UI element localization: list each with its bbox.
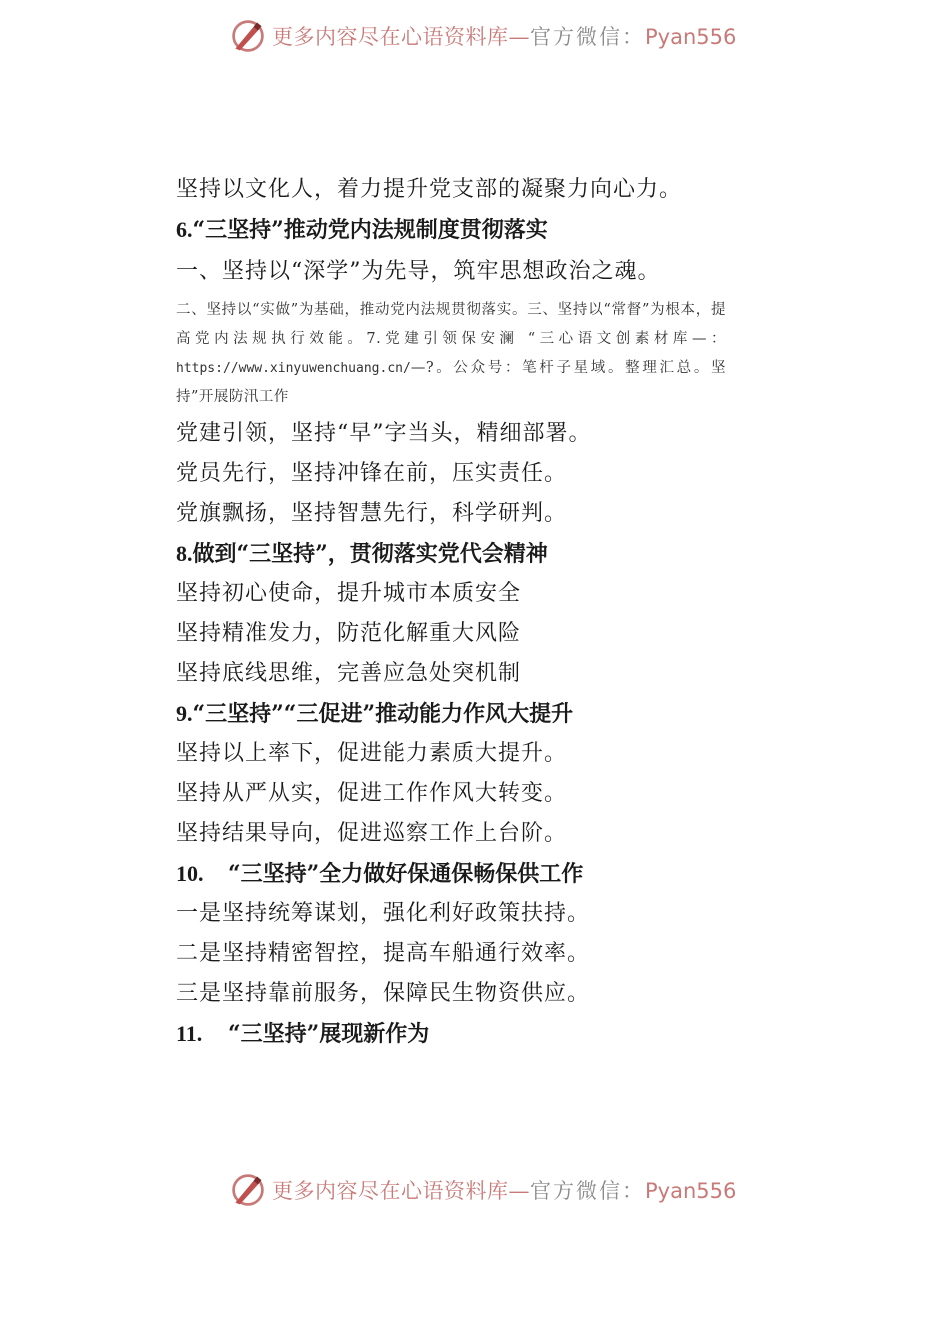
section-heading-10: [176, 854, 736, 894]
paragraph-line: 党建引领，坚持“早”字当头，精细部署。: [176, 421, 592, 446]
banner-official: 官方微信：: [530, 25, 645, 49]
paragraph-line: 党员先行，坚持冲锋在前，压实责任。: [176, 461, 568, 486]
section-heading-8: [176, 534, 736, 574]
banner-main: 更多内容尽在心语资料库: [272, 25, 509, 49]
paragraph-line: 党旗飘扬，坚持智慧先行，科学研判。: [176, 501, 568, 526]
paragraph-line: 坚持以上率下，促进能力素质大提升。: [176, 741, 568, 766]
banner-main: 更多内容尽在心语资料库: [272, 1179, 509, 1203]
paragraph-line: 坚持精准发力，防范化解重大风险: [176, 621, 522, 646]
section-heading-6: [176, 210, 736, 250]
heading-number: 10.: [176, 861, 204, 886]
pen-logo-icon: [230, 1172, 266, 1208]
heading-number: 6.: [176, 217, 193, 242]
paragraph-line: 坚持底线思维，完善应急处突机制: [176, 661, 522, 686]
banner-wechat-id: Pyan556: [645, 25, 737, 49]
heading-text: “三坚持”全力做好保通保畅保供工作: [228, 861, 584, 887]
heading-text: “三坚持”推动党内法规制度贯彻落实: [192, 217, 548, 243]
banner-official: 官方微信：: [530, 1179, 645, 1203]
paragraph-line: 坚持结果导向，促进巡察工作上台阶。: [176, 821, 568, 846]
small-text-a: 二、坚持以“实做”为基础，推动党内法规贯彻落实。三、坚持以“常督”为根本，提高党内法规执行效能。7.党建引领保安澜 “三心语文创素材库—：: [176, 302, 726, 347]
small-text-b: —?。公众号：笔杆子星域。整理汇总。坚持”开展防汛工作: [176, 360, 726, 405]
heading-number: 9.: [176, 701, 193, 726]
source-url: https://www.xinyuwenchuang.cn/: [176, 361, 411, 376]
banner-separator: —: [508, 25, 530, 49]
heading-number: 8.: [176, 541, 193, 566]
banner-text: [272, 21, 736, 51]
section-heading-9: [176, 694, 736, 734]
heading-text: “三坚持”展现新作为: [228, 1021, 430, 1047]
paragraph-line: 坚持以文化人，着力提升党支部的凝聚力向心力。: [176, 177, 683, 202]
banner-wechat-id: Pyan556: [645, 1179, 737, 1203]
header-banner: [230, 16, 737, 56]
heading-text: “三坚持”“三促进”推动能力作风大提升: [192, 701, 574, 727]
paragraph-line: 坚持初心使命，提升城市本质安全: [176, 581, 522, 606]
document-body: [176, 170, 736, 1054]
banner-text: [272, 1175, 736, 1205]
footer-banner: [230, 1170, 737, 1210]
paragraph-line: 三是坚持靠前服务，保障民生物资供应。: [176, 981, 591, 1006]
pen-logo-icon: [230, 18, 266, 54]
paragraph-line: 二是坚持精密智控，提高车船通行效率。: [176, 941, 591, 966]
heading-number: 11.: [176, 1021, 203, 1046]
section-heading-11: [176, 1014, 736, 1054]
banner-separator: —: [508, 1179, 530, 1203]
paragraph-line: 一、坚持以“深学”为先导，筑牢思想政治之魂。: [176, 259, 661, 284]
paragraph-line: 一是坚持统筹谋划，强化利好政策扶持。: [176, 901, 591, 926]
heading-text: 做到“三坚持”，贯彻落实党代会精神: [192, 541, 548, 567]
small-print-paragraph: [176, 296, 726, 412]
paragraph-line: 坚持从严从实，促进工作作风大转变。: [176, 781, 568, 806]
